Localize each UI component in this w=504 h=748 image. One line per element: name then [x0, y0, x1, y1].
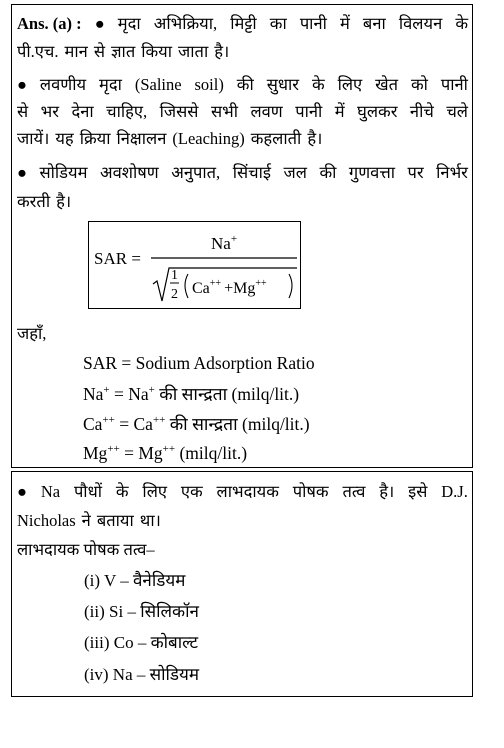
left-paren — [185, 274, 188, 298]
answer-label: Ans. (a) : — [17, 14, 82, 33]
right-paren — [289, 274, 292, 298]
text-line-7: करती है। — [17, 192, 72, 211]
bullet-icon: ● — [94, 14, 105, 33]
list-item: (i) V – वैनेडियम — [84, 571, 186, 590]
formula-lhs: SAR = — [94, 249, 141, 268]
definition-ca: Ca++ = Ca++ की सान्द्रता (milq/lit.) — [83, 414, 310, 434]
answer-box — [11, 4, 473, 468]
text-line-5: जायें। यह क्रिया निक्षालन (Leaching) कहलाती है। — [17, 129, 323, 148]
list-item: (ii) Si – सिलिकॉन — [84, 602, 199, 621]
beneficial-nutrient-box — [11, 471, 473, 697]
text-line-6: ● सोडियम अवशोषण अनुपात, सिंचाई जल की गुणवत्ता पर निर्भर — [17, 163, 468, 182]
list-item: (iv) Na – सोडियम — [84, 665, 200, 684]
text-line-1: Ans. (a) : ● मृदा अभिक्रिया, मिट्टी का पानी में बना विलयन के — [17, 14, 468, 33]
text-line-4: से भर देना चाहिए, जिससे सभी लवण पानी में घुलकर नीचे चले — [17, 102, 468, 121]
bullet-icon: ● — [17, 75, 27, 94]
definition-mg: Mg++ = Mg++ (milq/lit.) — [83, 443, 248, 463]
subheading: लाभदायक पोषक तत्व– — [17, 540, 155, 559]
definition-na: Na+ = Na+ की सान्द्रता (milq/lit.) — [83, 384, 300, 404]
sar-formula — [88, 221, 301, 309]
sar-formula-graphic — [89, 222, 299, 307]
formula-numerator: Na+ — [211, 233, 238, 253]
half-numerator: 1 — [171, 268, 178, 283]
where-label: जहाँ, — [17, 324, 47, 343]
text-line-8: ● Na पौधों के लिए एक लाभदायक पोषक तत्व है। इसे D.J. — [17, 482, 468, 501]
text-line-9: Nicholas ने बताया था। — [17, 511, 161, 530]
definition-sar: SAR = Sodium Adsorption Ratio — [83, 353, 315, 373]
bullet-icon: ● — [17, 163, 27, 182]
list-item: (iii) Co – कोबाल्ट — [84, 633, 199, 652]
text-line-3: ● लवणीय मृदा (Saline soil) की सुधार के लिए खेत को पानी — [17, 75, 468, 94]
bullet-icon: ● — [17, 482, 27, 501]
formula-denominator: Ca++ +Mg++ — [192, 278, 267, 297]
text-line-2: पी.एच. मान से ज्ञात किया जाता है। — [17, 42, 230, 61]
half-denominator: 2 — [171, 287, 178, 302]
